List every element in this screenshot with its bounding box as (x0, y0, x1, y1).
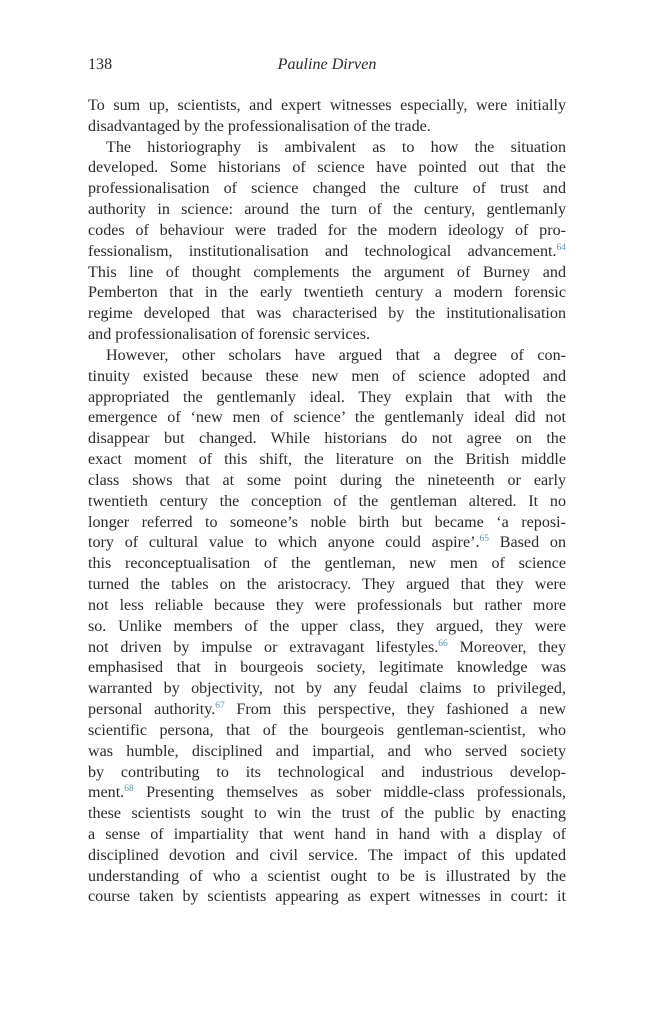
footnote-reference[interactable]: 64 (556, 242, 566, 253)
text-line-continuation: Moreover, they (447, 638, 566, 656)
text-line-content: However, other scholars have argued that a degree of con- (106, 346, 566, 364)
text-line-content: by contributing to its technological and industrious develop- (88, 763, 566, 781)
text-line (88, 450, 566, 471)
text-line-continuation: Based on (489, 534, 566, 552)
text-line-content: turned the tables on the aristocracy. They argued that they were (88, 576, 566, 594)
text-line (88, 742, 566, 763)
text-line-content: and professionalisation of forensic services. (88, 326, 371, 344)
text-line (88, 492, 566, 513)
text-line-content: To sum up, scientists, and expert witnesses especially, were initially (88, 97, 566, 114)
text-line-content: not less reliable because they were professionals but rather more (88, 596, 566, 614)
text-line (88, 96, 566, 117)
text-line-content: professionalisation of science changed the culture of trust and (88, 180, 566, 198)
text-line-content: exact moment of this shift, the literature on the British middle (88, 451, 566, 469)
text-line-content: twentieth century the conception of the gentleman altered. It no (88, 492, 566, 510)
text-line-content: longer referred to someone’s noble birth but became ‘a reposi- (88, 513, 566, 531)
text-line-content: disciplined devotion and civil service. The impact of this updated (88, 846, 566, 864)
text-line (88, 138, 566, 159)
text-line-continuation: Presenting themselves as sober middle-class professionals, (133, 784, 566, 802)
text-line (88, 867, 566, 888)
footnote-reference[interactable]: 66 (438, 638, 448, 649)
book-page (88, 56, 566, 908)
text-line (88, 179, 566, 200)
text-line-content: disappear but changed. While historians do not agree on the (88, 430, 566, 448)
text-line-content: course taken by scientists appearing as expert witnesses in court: it (88, 888, 566, 906)
text-line (88, 804, 566, 825)
text-line-continuation: From this perspective, they fashioned a new (224, 701, 566, 719)
text-line-content: this reconceptualisation of the gentleman, new men of science (88, 555, 566, 573)
text-line-content: understanding of who a scientist ought to be is illustrated by the (88, 867, 566, 885)
text-line (88, 346, 566, 367)
text-line (88, 283, 566, 304)
text-line (88, 638, 566, 659)
text-line (88, 575, 566, 596)
text-line (88, 471, 566, 492)
text-line-content: tory of cultural value to which anyone could aspire’. (88, 534, 480, 552)
text-line-content: ment. (88, 784, 125, 802)
text-line (88, 429, 566, 450)
footnote-reference[interactable]: 68 (124, 784, 134, 795)
text-line (88, 408, 566, 429)
text-line (88, 388, 566, 409)
text-line-content: codes of behaviour were traded for the modern ideology of pro- (88, 221, 566, 239)
text-line (88, 721, 566, 742)
text-line (88, 617, 566, 638)
text-line-content: warranted by objectivity, not by any feudal claims to privileged, (88, 680, 566, 698)
text-line (88, 158, 566, 179)
text-line-content: scientific persona, that of the bourgeois gentleman-scientist, who (88, 721, 566, 739)
text-line (88, 533, 566, 554)
text-line (88, 513, 566, 534)
page-number: 138 (88, 56, 113, 73)
text-line (88, 783, 566, 804)
text-line (88, 596, 566, 617)
text-line (88, 304, 566, 325)
text-line (88, 679, 566, 700)
text-line-content: regime developed that was characterised by the institutionalisation (88, 305, 566, 323)
text-line (88, 846, 566, 867)
text-line (88, 325, 566, 346)
text-line (88, 117, 566, 138)
text-line (88, 825, 566, 846)
running-head-author: Pauline Dirven (277, 56, 377, 73)
text-line-content: personal authority. (88, 701, 216, 719)
text-line-content: developed. Some historians of science have pointed out that the (88, 159, 566, 177)
text-line-content: emergence of ‘new men of science’ the gentlemanly ideal did not (88, 409, 566, 427)
text-line-content: Pemberton that in the early twentieth century a modern forensic (88, 284, 566, 302)
text-line (88, 658, 566, 679)
footnote-reference[interactable]: 67 (215, 701, 225, 712)
text-line-content: emphasised that in bourgeois society, legitimate knowledge was (88, 659, 566, 677)
text-line (88, 700, 566, 721)
text-line (88, 200, 566, 221)
text-line-content: these scientists sought to win the trust of the public by enacting (88, 805, 566, 823)
text-line-content: The historiography is ambivalent as to how the situation (106, 138, 566, 156)
text-line-content: a sense of impartiality that went hand in hand with a display of (88, 825, 566, 843)
text-line (88, 367, 566, 388)
page-header (88, 56, 566, 80)
text-line-content: not driven by impulse or extravagant lifestyles. (88, 638, 439, 656)
text-line (88, 887, 566, 908)
text-line-content: This line of thought complements the argument of Burney and (88, 263, 566, 281)
text-line (88, 221, 566, 242)
text-line-content: authority in science: around the turn of the century, gentlemanly (88, 201, 566, 219)
text-line-content: disadvantaged by the professionalisation of the trade. (88, 117, 431, 135)
footnote-reference[interactable]: 65 (479, 534, 489, 545)
text-line (88, 242, 566, 263)
text-line-content: class shows that at some point during the nineteenth or early (88, 471, 566, 489)
text-line (88, 263, 566, 284)
text-line-content: tinuity existed because these new men of science adopted and (88, 367, 566, 385)
text-line-content: so. Unlike members of the upper class, they argued, they were (88, 617, 566, 635)
body-text (88, 96, 566, 908)
text-line-content: was humble, disciplined and impartial, and who served society (88, 742, 566, 760)
text-line-content: fessionalism, institutionalisation and technological advancement. (88, 242, 557, 260)
text-line (88, 763, 566, 784)
text-line (88, 554, 566, 575)
text-line-content: appropriated the gentlemanly ideal. They explain that with the (88, 388, 566, 406)
